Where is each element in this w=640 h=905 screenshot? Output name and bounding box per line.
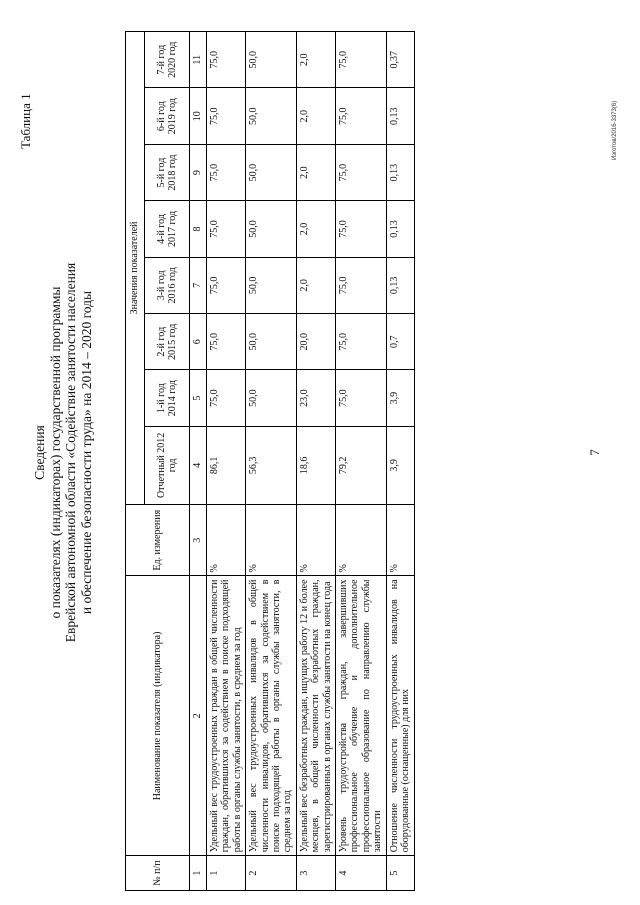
row-value: 75,0 bbox=[336, 32, 387, 88]
table-row bbox=[386, 32, 414, 891]
row-value: 18,6 bbox=[296, 426, 335, 504]
row-num: 4 bbox=[336, 856, 387, 891]
row-value: 75,0 bbox=[336, 314, 387, 370]
row-value: 0,37 bbox=[386, 32, 414, 88]
column-number: 4 bbox=[190, 426, 207, 504]
row-value: 75,0 bbox=[207, 144, 246, 200]
header-row bbox=[126, 32, 145, 891]
row-unit: % bbox=[207, 504, 246, 576]
row-value: 75,0 bbox=[336, 370, 387, 426]
row-unit: % bbox=[296, 504, 335, 576]
row-num: 1 bbox=[207, 856, 246, 891]
header-year: 2-й год 2015 год bbox=[145, 314, 190, 370]
title-line: о показателях (индикаторах) государственной программы bbox=[47, 286, 63, 619]
row-value: 2,0 bbox=[296, 32, 335, 88]
row-name: Удельный вес трудоустроенных граждан в общей численности граждан, обратившихся за содействием в поиске подходящей работы в органы службы занятости, в среднем за год bbox=[207, 576, 246, 856]
header-name: Наименование показателя (индикатора) bbox=[126, 576, 190, 856]
column-number: 3 bbox=[190, 504, 207, 576]
row-num: 2 bbox=[246, 856, 297, 891]
row-value: 75,0 bbox=[336, 144, 387, 200]
row-value: 75,0 bbox=[207, 201, 246, 257]
row-value: 50,0 bbox=[246, 314, 297, 370]
row-value: 75,0 bbox=[336, 257, 387, 313]
row-value: 50,0 bbox=[246, 201, 297, 257]
row-value: 2,0 bbox=[296, 144, 335, 200]
row-value: 75,0 bbox=[207, 370, 246, 426]
row-value: 75,0 bbox=[207, 257, 246, 313]
row-value: 0,13 bbox=[386, 88, 414, 144]
table-row bbox=[207, 32, 246, 891]
row-name: Уровень трудоустройства граждан, завершивших профессиональное обучение и дополнительное профессиональное образование по направлению службы занятости bbox=[336, 576, 387, 856]
row-value: 3,9 bbox=[386, 370, 414, 426]
header-year: 6-й год 2019 год bbox=[145, 88, 190, 144]
title-line: Еврейской автономной области «Содействие занятости населения bbox=[63, 262, 78, 643]
page-number: 7 bbox=[587, 449, 602, 456]
row-unit: % bbox=[246, 504, 297, 576]
header-unit: Ед. измерения bbox=[126, 504, 190, 576]
column-numbers-row bbox=[190, 32, 207, 891]
header-year: 1-й год 2014 год bbox=[145, 370, 190, 426]
header-values-group: Значения показателей bbox=[126, 32, 145, 505]
table-row bbox=[296, 32, 335, 891]
document-title bbox=[32, 0, 94, 905]
row-value: 2,0 bbox=[296, 201, 335, 257]
row-value: 79,2 bbox=[336, 426, 387, 504]
column-number: 6 bbox=[190, 314, 207, 370]
title-line: и обеспечение безопасности труда» на 2014 – 2020 годы bbox=[78, 290, 94, 615]
column-number: 11 bbox=[190, 32, 207, 88]
row-value: 2,0 bbox=[296, 88, 335, 144]
row-name: Удельный вес трудоустроенных инвалидов в общей численности инвалидов, обратившихся за содействием в поиске подходящей работы в органы службы занятости, в среднем за год bbox=[246, 576, 297, 856]
header-num: № п/п bbox=[126, 856, 190, 891]
table-label: Таблица 1 bbox=[18, 93, 33, 149]
document-id: Изготов/2016-3373(6) bbox=[612, 100, 618, 160]
row-value: 56,3 bbox=[246, 426, 297, 504]
row-num: 5 bbox=[386, 856, 414, 891]
row-value: 50,0 bbox=[246, 257, 297, 313]
row-value: 75,0 bbox=[207, 32, 246, 88]
row-value: 50,0 bbox=[246, 144, 297, 200]
title-line: Сведения bbox=[32, 425, 47, 480]
row-value: 0,13 bbox=[386, 144, 414, 200]
row-value: 75,0 bbox=[207, 88, 246, 144]
column-number: 8 bbox=[190, 201, 207, 257]
row-value: 75,0 bbox=[336, 88, 387, 144]
row-value: 75,0 bbox=[336, 201, 387, 257]
row-num: 3 bbox=[296, 856, 335, 891]
row-value: 23,0 bbox=[296, 370, 335, 426]
row-name: Отношение численности трудоустроенных инвалидов на оборудованные (оснащенные) для них bbox=[386, 576, 414, 856]
column-number: 2 bbox=[190, 576, 207, 856]
table-row bbox=[246, 32, 297, 891]
row-value: 0,7 bbox=[386, 314, 414, 370]
row-value: 3,9 bbox=[386, 426, 414, 504]
row-unit: % bbox=[336, 504, 387, 576]
row-value: 2,0 bbox=[296, 257, 335, 313]
row-value: 75,0 bbox=[207, 314, 246, 370]
column-number: 1 bbox=[190, 856, 207, 891]
row-value: 0,13 bbox=[386, 257, 414, 313]
row-value: 50,0 bbox=[246, 32, 297, 88]
header-year: 4-й год 2017 год bbox=[145, 201, 190, 257]
header-year: 5-й год 2018 год bbox=[145, 144, 190, 200]
row-name: Удельный вес безработных граждан, ищущих работу 12 и более месяцев, в общей численности безработных граждан, зарегистрированных в органах службы занятости на конец года bbox=[296, 576, 335, 856]
column-number: 10 bbox=[190, 88, 207, 144]
column-number: 7 bbox=[190, 257, 207, 313]
row-value: 20,0 bbox=[296, 314, 335, 370]
indicators-table bbox=[125, 31, 415, 891]
header-year: 7-й год 2020 год bbox=[145, 32, 190, 88]
header-year: Отчетный 2012 год bbox=[145, 426, 190, 504]
row-value: 50,0 bbox=[246, 370, 297, 426]
row-value: 50,0 bbox=[246, 88, 297, 144]
header-year: 3-й год 2016 год bbox=[145, 257, 190, 313]
row-unit: % bbox=[386, 504, 414, 576]
row-value: 0,13 bbox=[386, 201, 414, 257]
table-row bbox=[336, 32, 387, 891]
column-number: 5 bbox=[190, 370, 207, 426]
column-number: 9 bbox=[190, 144, 207, 200]
row-value: 86,1 bbox=[207, 426, 246, 504]
